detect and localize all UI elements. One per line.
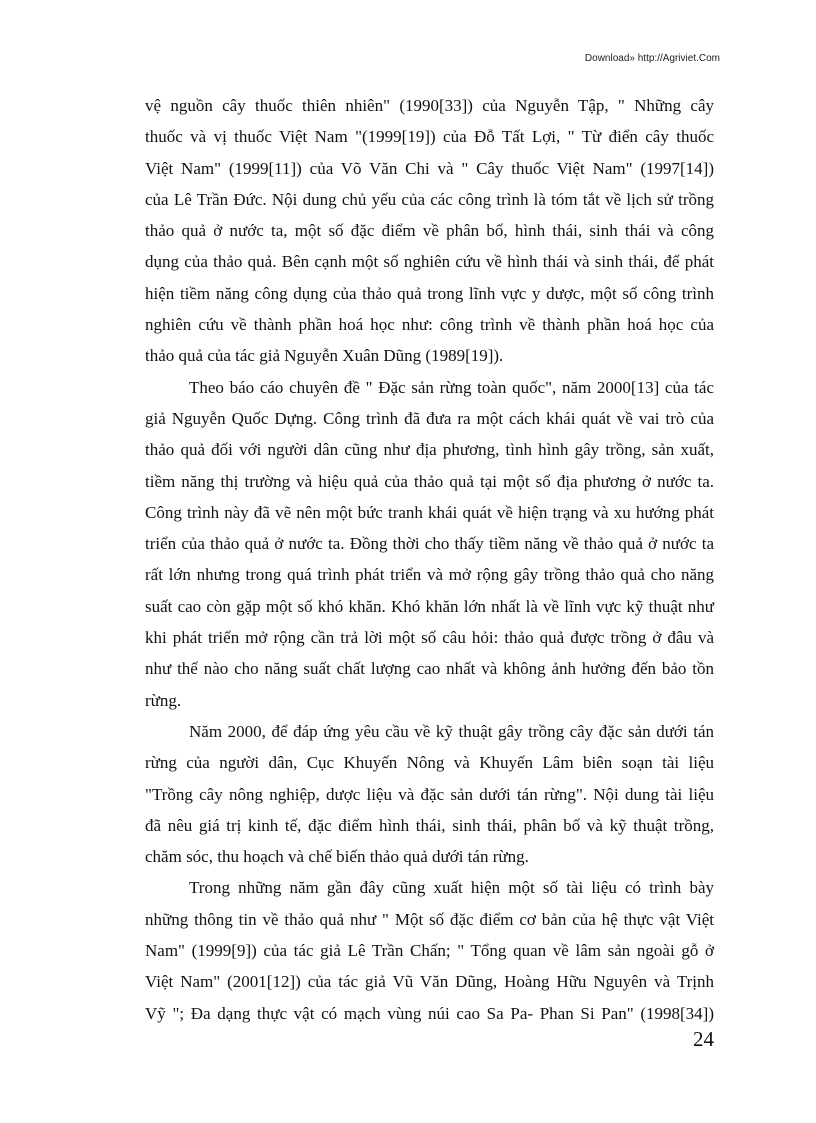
text-line: suất cao còn gặp một số khó khăn. Khó khăn lớn nhất là về lĩnh vực kỹ thuật như [145, 596, 714, 616]
text-line: của Lê Trần Đức. Nội dung chủ yếu của các công trình là tóm tắt về lịch sử trồng [145, 189, 714, 209]
paragraph-first-line: Năm 2000, để đáp ứng yêu cầu về kỹ thuật gây trồng cây đặc sản dưới tán [189, 721, 714, 741]
text-line: Công trình này đã vẽ nên một bức tranh khái quát về hiện trạng và xu hướng phát [145, 502, 714, 522]
text-line: hiện tiềm năng công dụng của thảo quả trong lĩnh vực y dược, một số công trình [145, 283, 714, 303]
text-line: khi phát triển mở rộng cần trả lời một số câu hỏi: thảo quả được trồng ở đâu và [145, 628, 714, 648]
text-line: triển của thảo quả ở nước ta. Đồng thời cho thấy tiềm năng về thảo quả ở nước ta [145, 534, 714, 554]
page-number: 24 [693, 1027, 714, 1051]
text-line: thảo quả của tác giả Nguyễn Xuân Dũng (1989[19]). [145, 346, 504, 366]
text-line: như thế nào cho năng suất chất lượng cao nhất và không ảnh hưởng đến bảo tồn [145, 659, 714, 679]
text-line: giả Nguyễn Quốc Dựng. Công trình đã đưa ra một cách khái quát về vai trò của [145, 408, 714, 428]
text-line: đã nêu giá trị kinh tế, đặc điểm hình thái, sinh thái, phân bố và kỹ thuật trồng, [145, 815, 714, 835]
text-line: những thông tin về thảo quả như " Một số đặc điểm cơ bản của hệ thực vật Việt [145, 909, 714, 929]
text-line: Vỹ "; Đa dạng thực vật có mạch vùng núi cao Sa Pa- Phan Si Pan" (1998[34]) [145, 1003, 714, 1023]
document-body [145, 90, 714, 1029]
paragraph-first-line: Trong những năm gần đây cũng xuất hiện một số tài liệu có trình bày [189, 878, 714, 898]
paragraph-first-line: Theo báo cáo chuyên đề " Đặc sản rừng toàn quốc", năm 2000[13] của tác [189, 377, 714, 397]
text-line: "Trồng cây nông nghiệp, dược liệu và đặc sản dưới tán rừng". Nội dung tài liệu [145, 784, 714, 804]
text-line: vệ nguồn cây thuốc thiên nhiên" (1990[33]) của Nguyễn Tập, " Những cây [145, 96, 714, 115]
download-link[interactable]: Download» http://Agriviet.Com [584, 53, 720, 64]
text-line: rừng của người dân, Cục Khuyến Nông và Khuyến Lâm biên soạn tài liệu [145, 753, 714, 773]
text-line: rừng. [145, 690, 182, 710]
text-line: Nam" (1999[9]) của tác giả Lê Trần Chấn; " Tổng quan về lâm sản ngoài gỗ ở [145, 941, 714, 961]
text-line: nghiên cứu về thành phần hoá học như: công trình về thành phần hoá học của [145, 315, 714, 335]
text-line: thảo quả đối với người dân cũng như địa phương, tình hình gây trồng, sản xuất, [145, 440, 714, 460]
text-line: chăm sóc, thu hoạch và chế biến thảo quả dưới tán rừng. [145, 847, 529, 867]
text-line: tiềm năng thị trường và hiệu quả của thảo quả tại một số địa phương ở nước ta. [145, 471, 714, 491]
text-line: rất lớn nhưng trong quá trình phát triển và mở rộng gây trồng thảo quả cho năng [145, 565, 714, 585]
text-line: dụng của thảo quả. Bên cạnh một số nghiên cứu về hình thái và sinh thái, để phát [145, 252, 714, 272]
text-line: Việt Nam" (1999[11]) của Võ Văn Chi và " Cây thuốc Việt Nam" (1997[14]) [145, 158, 714, 178]
text-line: thuốc và vị thuốc Việt Nam "(1999[19]) của Đỗ Tất Lợi, " Từ điển cây thuốc [145, 127, 714, 147]
text-line: thảo quả ở nước ta, một số đặc điểm về phân bố, hình thái, sinh thái và công [145, 221, 714, 241]
text-line: Việt Nam" (2001[12]) của tác giả Vũ Văn Dũng, Hoàng Hữu Nguyên và Trịnh [145, 972, 714, 992]
